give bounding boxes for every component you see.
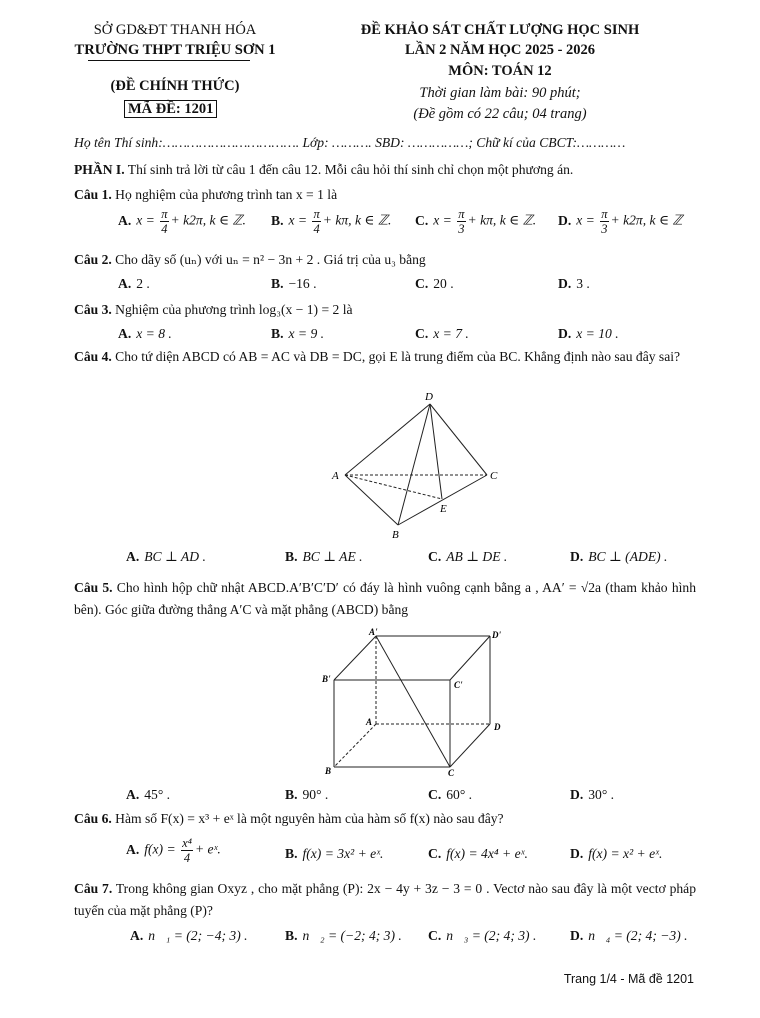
q7-d-value: n⃗₄ = (2; 4; −3) . <box>588 928 688 943</box>
q4-option-c[interactable] <box>428 549 507 565</box>
q1-c-pre: x = <box>433 212 456 228</box>
q3-option-b[interactable] <box>271 326 324 342</box>
q4-label: Câu 4. <box>74 349 112 364</box>
q4-a-value: BC ⊥ AD . <box>144 549 206 564</box>
exam-code: MÃ ĐỀ: 1201 <box>124 100 217 118</box>
edge-db <box>398 404 430 525</box>
q1-c-post: + kπ, k ∈ ℤ. <box>467 212 537 228</box>
q2-b-letter: B. <box>271 276 284 291</box>
q7-label: Câu 7. <box>74 881 113 896</box>
q2-d-value: 3 . <box>576 276 590 291</box>
q1-b-pre: x = <box>288 212 311 228</box>
q3-c-value: x = 7 . <box>433 326 469 341</box>
label-d1: D' <box>492 630 501 640</box>
q3-d-letter: D. <box>558 326 572 341</box>
q1-c-den: 3 <box>458 222 465 236</box>
q1-d-pre: x = <box>576 212 599 228</box>
q2-b-value: −16 . <box>288 276 317 291</box>
q1-d-num: π <box>601 207 608 221</box>
part1-heading <box>74 161 696 179</box>
q5-option-a[interactable] <box>126 787 170 803</box>
q5-c-letter: C. <box>428 787 442 802</box>
q5-option-c[interactable] <box>428 787 472 803</box>
q1-a-num: π <box>161 207 168 221</box>
school-underline <box>88 60 250 61</box>
q3-c-letter: C. <box>415 326 429 341</box>
q5-d-value: 30° . <box>588 787 615 802</box>
part1-text: Thí sinh trả lời từ câu 1 đến câu 12. Mỗi câu hỏi thí sinh chỉ chọn một phương án. <box>124 162 574 177</box>
q7-option-d[interactable] <box>570 928 688 944</box>
q5-a-letter: A. <box>126 787 140 802</box>
q2-option-a[interactable] <box>118 276 150 292</box>
q6-a-post: + eˣ. <box>194 841 221 857</box>
exam-pages: (Đề gồm có 22 câu; 04 trang) <box>413 106 587 122</box>
q1-option-c[interactable] <box>415 207 536 236</box>
q6-option-c[interactable] <box>428 846 528 862</box>
q3-option-a[interactable] <box>118 326 172 342</box>
q6-a-pre: f(x) = <box>144 841 180 857</box>
q3-text: Nghiệm của phương trình log₃(x − 1) = 2 là <box>111 302 353 317</box>
q6-label: Câu 6. <box>74 811 112 826</box>
q1-d-fraction <box>600 207 608 236</box>
q2-text: Cho dãy số (uₙ) với uₙ = n² − 3n + 2 . Giá trị của u₃ bằng <box>111 252 426 267</box>
q1-c-fraction <box>457 207 465 236</box>
edge-ab <box>345 475 398 525</box>
q1-a-letter: A. <box>118 212 132 228</box>
q4-b-value: BC ⊥ AE . <box>302 549 363 564</box>
q6-b-value: f(x) = 3x² + eˣ. <box>302 846 384 861</box>
q3-label: Câu 3. <box>74 302 112 317</box>
q3-a-value: x = 8 . <box>136 326 172 341</box>
q4-b-letter: B. <box>285 549 298 564</box>
school-name-text: TRƯỜNG THPT TRIỆU SƠN 1 <box>74 42 276 58</box>
q3-b-letter: B. <box>271 326 284 341</box>
student-info-line: Họ tên Thí sinh:……………………………. Lớp: ………. SBD: ……………; Chữ kí của CBCT:………… <box>74 135 626 150</box>
q1-b-letter: B. <box>271 212 284 228</box>
q4-option-d[interactable] <box>570 549 667 565</box>
q6-option-d[interactable] <box>570 846 662 862</box>
q5-b-letter: B. <box>285 787 298 802</box>
question-3 <box>74 301 696 319</box>
q3-option-c[interactable] <box>415 326 469 342</box>
edge-da <box>345 404 430 475</box>
edge-bc <box>398 475 487 525</box>
q4-c-value: AB ⊥ DE . <box>446 549 508 564</box>
q3-b-value: x = 9 . <box>288 326 325 341</box>
q5-a-value: 45° . <box>144 787 171 802</box>
label-d: D <box>494 722 501 732</box>
q4-option-b[interactable] <box>285 549 363 565</box>
label-c1: C' <box>454 680 463 690</box>
label-b1: B' <box>322 674 331 684</box>
q2-c-letter: C. <box>415 276 429 291</box>
q3-d-value: x = 10 . <box>576 326 619 341</box>
q7-b-value: n⃗₂ = (−2; 4; 3) . <box>302 928 402 943</box>
q6-option-b[interactable] <box>285 846 383 862</box>
rectangular-box-figure <box>320 624 510 784</box>
edge-cd <box>450 724 490 767</box>
q6-d-letter: D. <box>570 846 584 861</box>
label-a: A <box>332 470 339 482</box>
q1-option-b[interactable] <box>271 207 391 236</box>
q1-c-letter: C. <box>415 212 429 228</box>
q1-d-den: 3 <box>601 222 608 236</box>
q7-c-value: n⃗₃ = (2; 4; 3) . <box>446 928 537 943</box>
q6-c-value: f(x) = 4x⁴ + eˣ. <box>446 846 528 861</box>
q6-a-letter: A. <box>126 841 140 857</box>
q2-d-letter: D. <box>558 276 572 291</box>
exam-round: LẦN 2 NĂM HỌC 2025 - 2026 <box>404 42 596 58</box>
part1-title: PHẦN I. <box>74 162 125 177</box>
q2-option-c[interactable] <box>415 276 454 292</box>
q1-option-a[interactable] <box>118 207 246 236</box>
q5-option-d[interactable] <box>570 787 614 803</box>
edge-d1c1 <box>450 636 490 680</box>
diagonal-a1c <box>376 636 450 767</box>
q4-d-letter: D. <box>570 549 584 564</box>
q5-label: Câu 5. <box>74 580 113 595</box>
label-c: C <box>490 470 498 482</box>
q6-d-value: f(x) = x² + eˣ. <box>588 846 663 861</box>
q2-a-value: 2 . <box>136 276 150 291</box>
edge-ae-hidden <box>345 475 442 499</box>
label-d: D <box>425 391 433 403</box>
q2-option-d[interactable] <box>558 276 590 292</box>
q1-b-num: π <box>313 207 320 221</box>
label-b: B <box>325 766 332 776</box>
q7-d-letter: D. <box>570 928 584 943</box>
q2-c-value: 20 . <box>433 276 454 291</box>
q4-a-letter: A. <box>126 549 140 564</box>
q1-a-fraction <box>160 207 168 236</box>
q4-c-letter: C. <box>428 549 442 564</box>
edge-dc <box>430 404 487 475</box>
page-footer: Trang 1/4 - Mã đề 1201 <box>563 972 694 986</box>
edge-ab-hidden <box>334 724 376 767</box>
q4-option-a[interactable] <box>126 549 206 565</box>
q7-option-b[interactable] <box>285 928 402 944</box>
q1-b-fraction <box>312 207 320 236</box>
school-name <box>55 42 295 59</box>
question-4 <box>74 346 696 367</box>
q7-a-value: n⃗₁ = (2; −4; 3) . <box>148 928 248 943</box>
q5-b-value: 90° . <box>302 787 329 802</box>
label-a1: A' <box>369 627 378 637</box>
question-7 <box>74 878 696 922</box>
q2-label: Câu 2. <box>74 252 112 267</box>
q1-a-post: + k2π, k ∈ ℤ. <box>170 212 246 228</box>
q4-d-value: BC ⊥ (ADE) . <box>588 549 668 564</box>
exam-code-box <box>124 101 217 118</box>
q6-a-den: 4 <box>183 851 191 865</box>
label-c: C <box>448 768 455 778</box>
q1-label: Câu 1. <box>74 187 112 202</box>
q1-option-d[interactable] <box>558 207 683 236</box>
q1-text: Họ nghiệm của phương trình tan x = 1 là <box>111 187 338 202</box>
official-label: (ĐỀ CHÍNH THỨC) <box>110 78 240 94</box>
edge-de <box>430 404 442 499</box>
q6-c-letter: C. <box>428 846 442 861</box>
q7-text: Trong không gian Oxyz , cho mặt phẳng (P): 2x − 4y + 3z − 3 = 0 . Vectơ nào sau đây là một vectơ pháp tuyến của mặt phẳng (P)? <box>74 881 696 918</box>
q3-option-d[interactable] <box>558 326 619 342</box>
q5-text: Cho hình hộp chữ nhật ABCD.A′B′C′D′ có đáy là hình vuông cạnh bằng a , AA′ = √2a (tham khảo hình bên). Góc giữa đường thẳng A′C và mặt phẳng (ABCD) bằng <box>74 580 696 617</box>
label-a: A <box>366 717 373 727</box>
q7-option-a[interactable] <box>130 928 248 944</box>
question-5 <box>74 577 696 621</box>
exam-subject: MÔN: TOÁN 12 <box>448 63 552 79</box>
q1-d-post: + k2π, k ∈ ℤ <box>610 212 683 228</box>
q7-a-letter: A. <box>130 928 144 943</box>
q6-a-num: x⁴ <box>182 836 192 850</box>
q7-option-c[interactable] <box>428 928 536 944</box>
q4-text: Cho tứ diện ABCD có AB = AC và DB = DC, gọi E là trung điểm của BC. Khẳng định nào sau đây sai? <box>111 349 681 364</box>
q1-a-pre: x = <box>136 212 159 228</box>
q1-b-den: 4 <box>313 222 320 236</box>
q6-b-letter: B. <box>285 846 298 861</box>
q5-c-value: 60° . <box>446 787 473 802</box>
q7-c-letter: C. <box>428 928 442 943</box>
department-name: SỞ GD&ĐT THANH HÓA <box>93 22 257 38</box>
label-b: B <box>392 529 399 541</box>
q1-d-letter: D. <box>558 212 572 228</box>
q5-d-letter: D. <box>570 787 584 802</box>
edge-a1b1 <box>334 636 376 680</box>
label-e: E <box>440 503 447 515</box>
q7-b-letter: B. <box>285 928 298 943</box>
question-6 <box>74 810 696 828</box>
q3-a-letter: A. <box>118 326 132 341</box>
q1-b-post: + kπ, k ∈ ℤ. <box>322 212 392 228</box>
q1-c-num: π <box>458 207 465 221</box>
question-2 <box>74 251 696 269</box>
q5-option-b[interactable] <box>285 787 328 803</box>
q2-a-letter: A. <box>118 276 132 291</box>
q6-text: Hàm số F(x) = x³ + eˣ là một nguyên hàm của hàm số f(x) nào sau đây? <box>111 811 504 826</box>
exam-title: ĐỀ KHẢO SÁT CHẤT LƯỢNG HỌC SINH <box>360 22 640 38</box>
q6-a-fraction <box>181 836 193 865</box>
question-1 <box>74 186 696 204</box>
q2-option-b[interactable] <box>271 276 317 292</box>
q6-option-a[interactable] <box>126 836 221 865</box>
q1-a-den: 4 <box>161 222 168 236</box>
exam-time: Thời gian làm bài: 90 phút; <box>419 85 581 101</box>
tetrahedron-figure <box>320 388 500 544</box>
